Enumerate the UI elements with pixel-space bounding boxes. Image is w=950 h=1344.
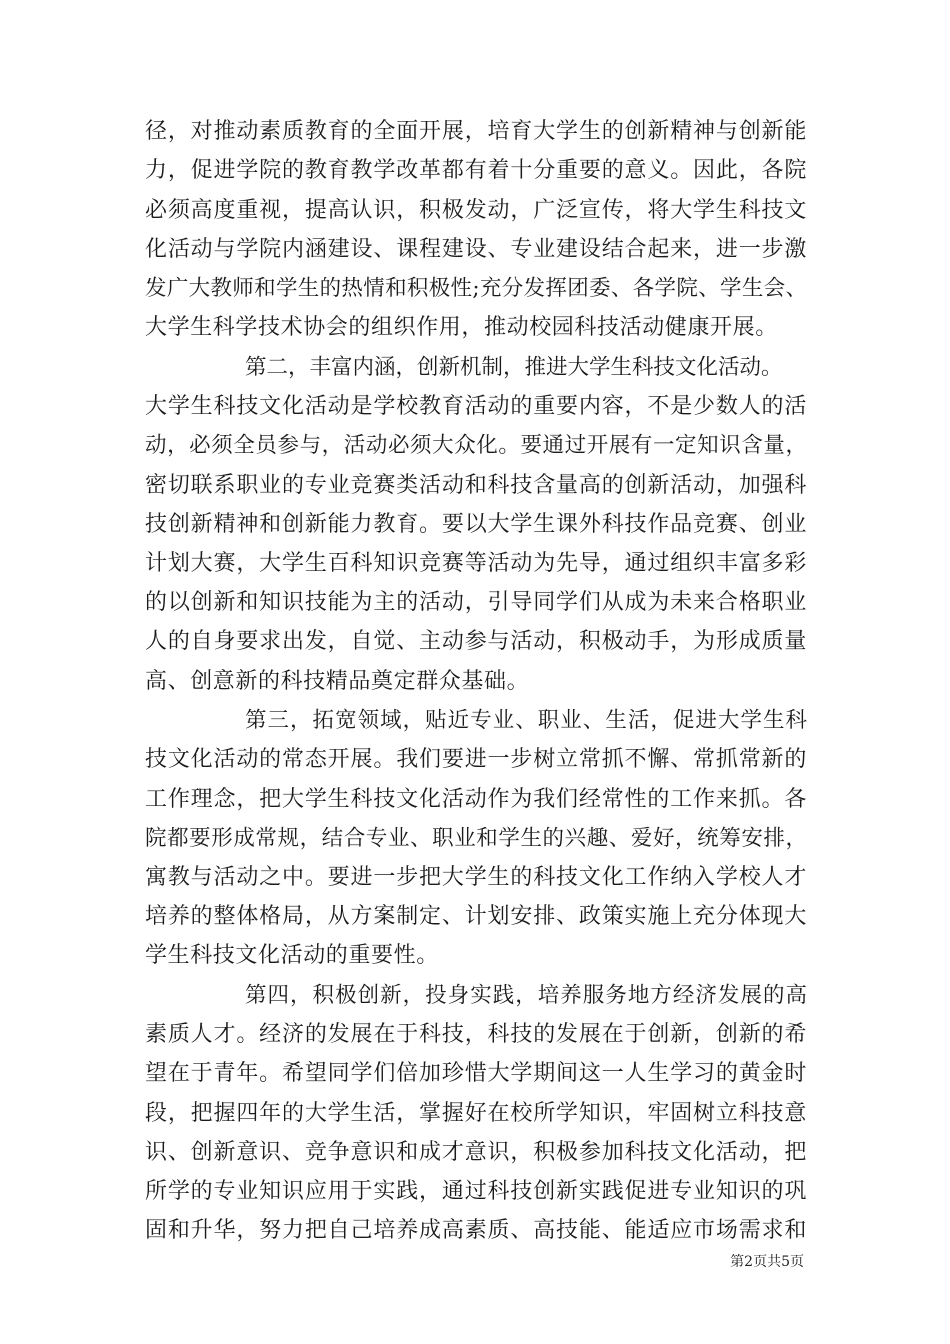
text-line: 的以创新和知识技能为主的活动，引导同学们从成为未来合格职业 <box>145 590 807 615</box>
text-line: 所学的专业知识应用于实践，通过科技创新实践促进专业知识的巩 <box>145 1179 807 1204</box>
text-line: 院都要形成常规，结合专业、职业和学生的兴趣、爱好，统筹安排， <box>145 826 807 851</box>
text-line: 学生科技文化活动的重要性。 <box>145 943 439 968</box>
text-line: 大学生科学技术协会的组织作用，推动校园科技活动健康开展。 <box>145 315 778 340</box>
text-line: 寓教与活动之中。要进一步把大学生的科技文化工作纳入学校人才 <box>145 865 807 890</box>
paragraph-heading: 第二，丰富内涵，创新机制，推进大学生科技文化活动。 <box>245 355 783 380</box>
text-line: 望在于青年。希望同学们倍加珍惜大学期间这一人生学习的黄金时 <box>145 1061 807 1086</box>
text-line: 化活动与学院内涵建设、课程建设、专业建设结合起来，进一步激 <box>145 237 807 262</box>
text-line: 大学生科技文化活动是学校教育活动的重要内容，不是少数人的活 <box>145 394 807 419</box>
text-line: 培养的整体格局，从方案制定、计划安排、政策实施上充分体现大 <box>145 904 807 929</box>
text-line: 动，必须全员参与，活动必须大众化。要通过开展有一定知识含量， <box>145 433 807 458</box>
text-line: 高、创意新的科技精品奠定群众基础。 <box>145 669 530 694</box>
text-line: 发广大教师和学生的热情和积极性;充分发挥团委、各学院、学生会、 <box>145 276 807 301</box>
text-line: 工作理念，把大学生科技文化活动作为我们经常性的工作来抓。各 <box>145 787 807 812</box>
text-line: 固和升华，努力把自己培养成高素质、高技能、能适应市场需求和 <box>145 1218 807 1243</box>
paragraph-heading: 第四，积极创新，投身实践，培养服务地方经济发展的高 <box>245 983 807 1008</box>
text-line: 密切联系职业的专业竞赛类活动和科技含量高的创新活动，加强科 <box>145 473 807 498</box>
text-line: 计划大赛，大学生百科知识竞赛等活动为先导，通过组织丰富多彩 <box>145 551 807 576</box>
paragraph-heading: 第三，拓宽领域，贴近专业、职业、生活，促进大学生科 <box>245 708 807 733</box>
text-line: 人的自身要求出发，自觉、主动参与活动，积极动手，为形成质量 <box>145 629 807 654</box>
text-line: 段，把握四年的大学生活，掌握好在校所学知识，牢固树立科技意 <box>145 1101 807 1126</box>
text-line: 技文化活动的常态开展。我们要进一步树立常抓不懈、常抓常新的 <box>145 747 807 772</box>
text-line: 素质人才。经济的发展在于科技，科技的发展在于创新，创新的希 <box>145 1022 807 1047</box>
text-line: 识、创新意识、竞争意识和成才意识，积极参加科技文化活动，把 <box>145 1140 807 1165</box>
text-line: 径，对推动素质教育的全面开展，培育大学生的创新精神与创新能 <box>145 119 807 144</box>
text-line: 力，促进学院的教育教学改革都有着十分重要的意义。因此，各院 <box>145 158 807 183</box>
text-line: 必须高度重视，提高认识，积极发动，广泛宣传，将大学生科技文 <box>145 198 807 223</box>
text-line: 技创新精神和创新能力教育。要以大学生课外科技作品竞赛、创业 <box>145 512 807 537</box>
page-number: 第2页共5页 <box>730 1254 804 1270</box>
